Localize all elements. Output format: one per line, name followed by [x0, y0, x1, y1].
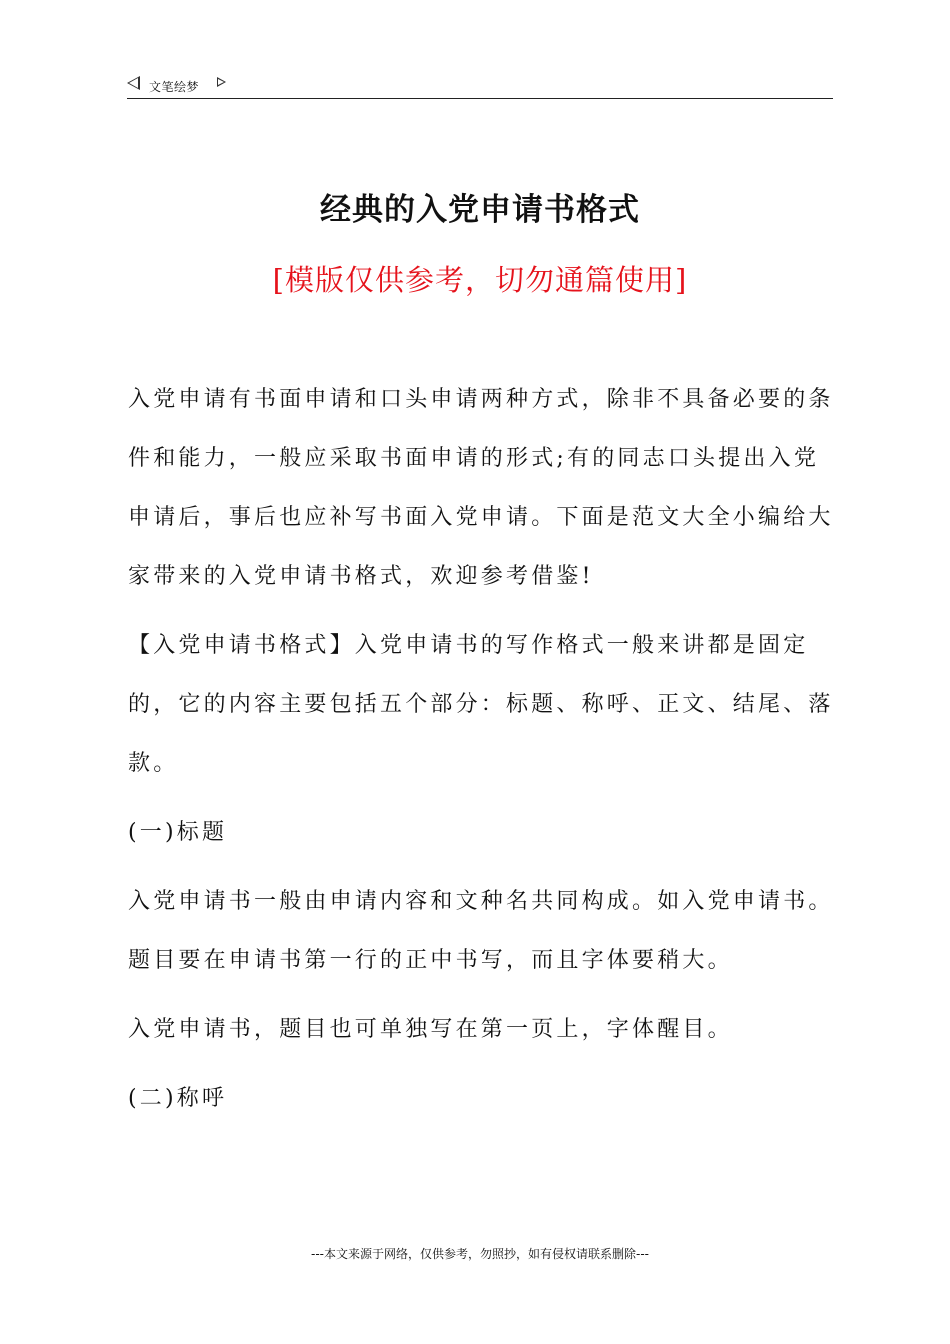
triangle-left-icon [127, 76, 140, 90]
header-brand: 文笔绘梦 [149, 80, 200, 94]
page-header [127, 72, 833, 99]
section-heading-salutation: (二)称呼 [128, 1086, 228, 1111]
document-title: 经典的入党申请书格式 [320, 192, 640, 228]
section-heading-title: (一)标题 [128, 820, 228, 845]
paragraph-format: 【入党申请书格式】入党申请书的写作格式一般来讲都是固定的，它的内容主要包括五个部分：标题、称呼、正文、结尾、落款。 [128, 633, 834, 776]
triangle-right-icon [217, 77, 226, 87]
document-subtitle: [模版仅供参考，切勿通篇使用] [272, 263, 688, 297]
paragraph-title-desc: 入党申请书一般由申请内容和文种名共同构成。如入党申请书。题目要在申请书第一行的正中书写，而且字体要稍大。 [128, 889, 834, 973]
document-body [128, 370, 834, 1138]
paragraph-intro: 入党申请有书面申请和口头申请两种方式，除非不具备必要的条件和能力，一般应采取书面申请的形式;有的同志口头提出入党申请后，事后也应补写书面入党申请。下面是范文大全小编给大家带来的入党申请书格式，欢迎参考借鉴! [128, 387, 834, 589]
paragraph-title-note: 入党申请书，题目也可单独写在第一页上，字体醒目。 [128, 1017, 733, 1042]
page-footer: ---本文来源于网络，仅供参考，勿照抄，如有侵权请联系删除--- [311, 1247, 649, 1261]
